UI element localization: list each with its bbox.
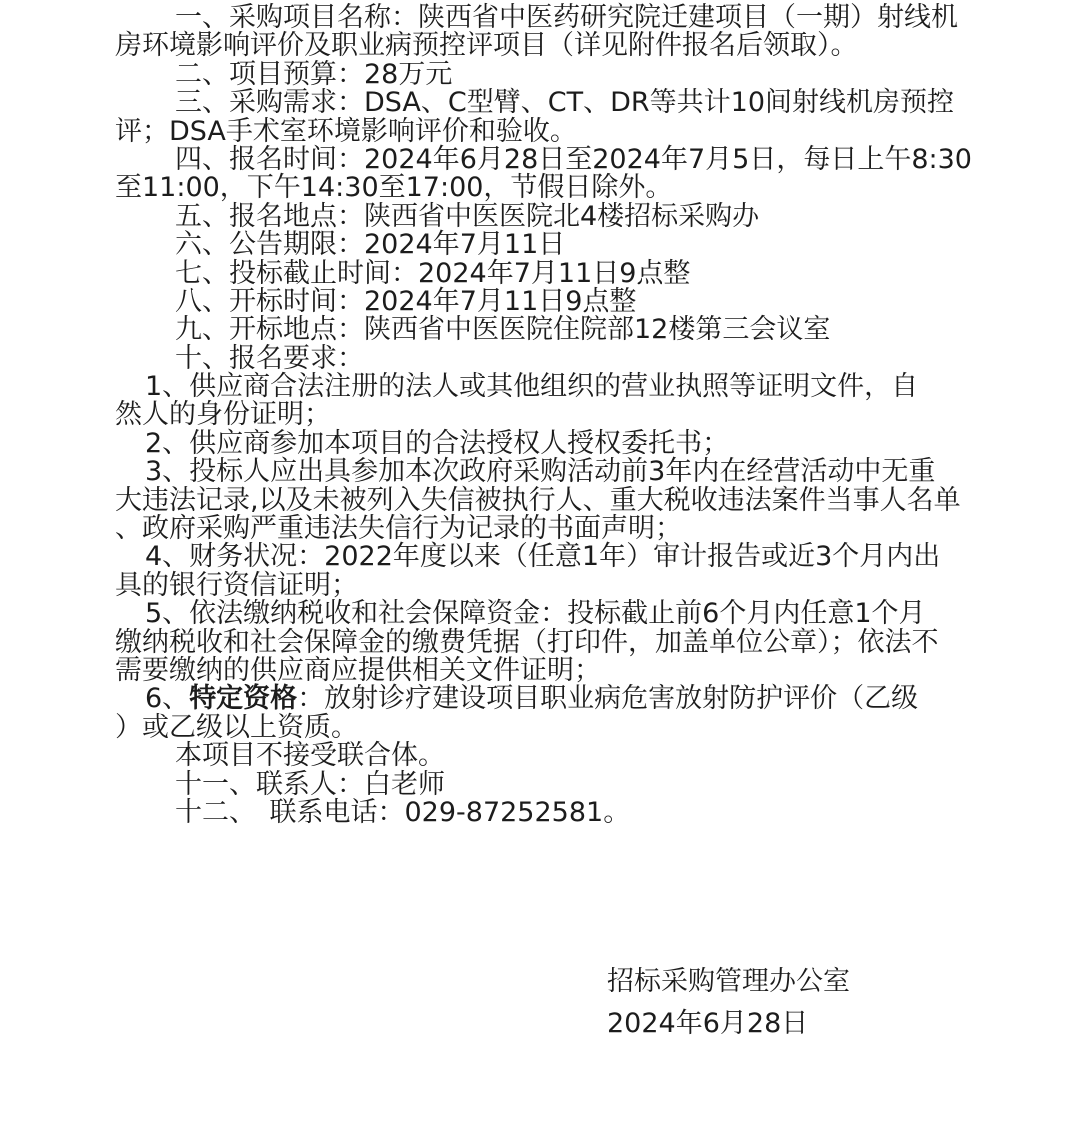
- notice-line-req1-cont: 然人的身份证明；: [115, 399, 331, 431]
- notice-line-item9: 九、开标地点：陕西省中医医院住院部12楼第三会议室: [175, 314, 831, 346]
- notice-line-req6-cont: ）或乙级以上资质。: [115, 711, 358, 743]
- notice-line-req3: 3、投标人应出具参加本次政府采购活动前3年内在经营活动中无重: [145, 456, 936, 488]
- notice-line-req5-cont2: 需要缴纳的供应商应提供相关文件证明；: [115, 654, 601, 686]
- notice-line-no-consortium: 本项目不接受联合体。: [175, 740, 445, 772]
- notice-line-item1: 一、采购项目名称：陕西省中医药研究院迁建项目（一期）射线机: [175, 2, 958, 33]
- signature-block: [0, 961, 1080, 1045]
- notice-line-item10: 十、报名要求：: [175, 342, 364, 374]
- notice-line-req3-cont1: 大违法记录,以及未被列入失信被执行人、重大税收违法案件当事人名单: [115, 484, 961, 516]
- notice-line-item6: 六、公告期限：2024年7月11日: [175, 229, 566, 261]
- notice-line-req5: 5、依法缴纳税收和社会保障资金：投标截止前6个月内任意1个月: [145, 598, 926, 630]
- notice-line-item12: 十二、 联系电话：029-87252581。: [175, 796, 631, 828]
- signature-org: 招标采购管理办公室: [607, 966, 850, 998]
- notice-line-item4: 四、报名时间：2024年6月28日至2024年7月5日，每日上午8:30: [175, 143, 972, 175]
- notice-line-item3-cont: 评；DSA手术室环境影响评价和验收。: [115, 115, 577, 147]
- notice-line-item3: 三、采购需求：DSA、C型臂、CT、DR等共计10间射线机房预控: [175, 87, 955, 119]
- notice-line-item5: 五、报名地点：陕西省中医医院北4楼招标采购办: [175, 200, 760, 232]
- notice-line-item7: 七、投标截止时间：2024年7月11日9点整: [175, 257, 691, 289]
- notice-line-req5-cont1: 缴纳税收和社会保障金的缴费凭据（打印件，加盖单位公章）；依法不: [115, 626, 939, 658]
- notice-line-item1-cont: 房环境影响评价及职业病预控评项目（详见附件报名后领取）。: [115, 30, 858, 62]
- notice-line-item4-cont: 至11:00，下午14:30至17:00，节假日除外。: [115, 172, 673, 204]
- signature-date: 2024年6月28日: [607, 1008, 809, 1040]
- notice-line-req4: 4、财务状况：2022年度以来（任意1年）审计报告或近3个月内出: [145, 541, 941, 573]
- notice-line-req6: [115, 685, 965, 713]
- req6-rest: ：放射诊疗建设项目职业病危害放射防护评价（乙级: [297, 683, 919, 715]
- notice-line-req1: 1、供应商合法注册的法人或其他组织的营业执照等证明文件，自: [145, 371, 919, 403]
- notice-line-req2: 2、供应商参加本项目的合法授权人授权委托书；: [145, 427, 730, 459]
- notice-line-req3-cont2: 、政府采购严重违法失信行为记录的书面声明；: [115, 513, 682, 545]
- notice-line-item2: 二、项目预算：28万元: [175, 58, 453, 90]
- notice-line-item11: 十一、联系人：白老师: [175, 768, 445, 800]
- notice-line-item8: 八、开标时间：2024年7月11日9点整: [175, 285, 637, 317]
- notice-line-req4-cont: 具的银行资信证明；: [115, 569, 358, 601]
- req6-prefix: 6、: [145, 683, 190, 715]
- req6-bold-qualification: 特定资格: [189, 683, 298, 715]
